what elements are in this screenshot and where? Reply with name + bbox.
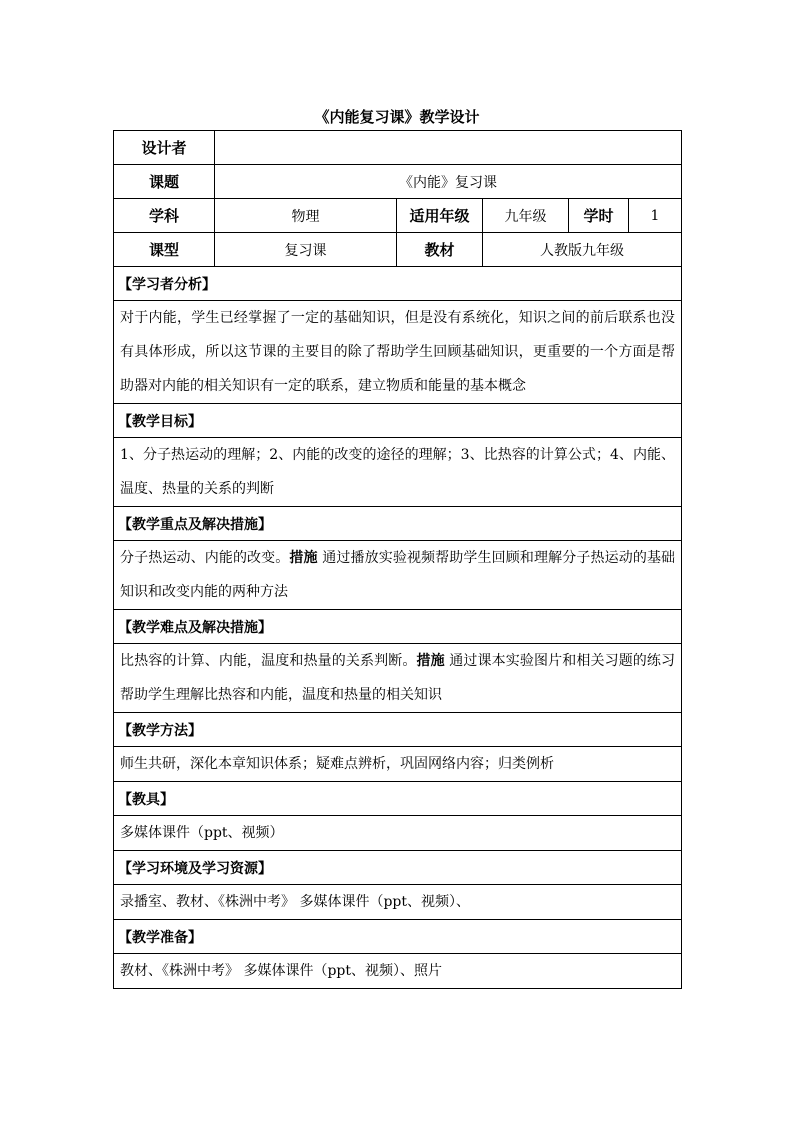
subject-row: [114, 199, 682, 233]
difficult-body-row: [114, 644, 682, 713]
type-value: 复习课: [215, 233, 397, 267]
subject-label: 学科: [114, 199, 215, 233]
key-text-before: 分子热运动、内能的改变。: [120, 550, 290, 566]
environment-heading: 【学习环境及学习资源】: [114, 851, 682, 885]
topic-row: [114, 165, 682, 199]
subject-value: 物理: [215, 199, 397, 233]
grade-label: 适用年级: [397, 199, 483, 233]
key-body-row: [114, 541, 682, 610]
method-heading-row: [114, 713, 682, 747]
tools-text: 多媒体课件（ppt、视频）: [114, 816, 682, 851]
difficult-text: [114, 644, 682, 713]
designer-row: [114, 131, 682, 165]
prep-text: 教材、《株洲中考》 多媒体课件（ppt、视频）、照片: [114, 954, 682, 989]
goals-text: 1、分子热运动的理解；2、内能的改变的途径的理解；3、比热容的计算公式；4、内能、温度、热量的关系的判断: [114, 438, 682, 507]
prep-heading-row: [114, 920, 682, 954]
prep-body-row: [114, 954, 682, 989]
learner-heading-row: [114, 267, 682, 301]
method-heading: 【教学方法】: [114, 713, 682, 747]
key-text: [114, 541, 682, 610]
hours-label: 学时: [569, 199, 629, 233]
lesson-design-table: [113, 130, 682, 989]
method-body-row: [114, 747, 682, 782]
designer-label: 设计者: [114, 131, 215, 165]
key-heading: 【教学重点及解决措施】: [114, 507, 682, 541]
prep-heading: 【教学准备】: [114, 920, 682, 954]
document-title: 《内能复习课》教学设计: [314, 108, 480, 126]
key-heading-row: [114, 507, 682, 541]
key-measure-label: 措施: [289, 550, 318, 566]
environment-text: 录播室、教材、《株洲中考》 多媒体课件（ppt、视频）、: [114, 885, 682, 920]
hours-value: 1: [629, 199, 682, 233]
difficult-text-after: 通过课本实验图片和相关习题的练习帮助学生理解比热容和内能，温度和热量的相关知识: [120, 653, 676, 703]
material-label: 教材: [397, 233, 483, 267]
learner-heading: 【学习者分析】: [114, 267, 682, 301]
key-text-after: 通过播放实验视频帮助学生回顾和理解分子热运动的基础知识和改变内能的两种方法: [120, 550, 676, 600]
difficult-heading: 【教学难点及解决措施】: [114, 610, 682, 644]
designer-value: [215, 131, 682, 165]
type-row: [114, 233, 682, 267]
grade-value: 九年级: [483, 199, 569, 233]
goals-heading: 【教学目标】: [114, 404, 682, 438]
environment-body-row: [114, 885, 682, 920]
tools-body-row: [114, 816, 682, 851]
material-value: 人教版九年级: [483, 233, 682, 267]
topic-label: 课题: [114, 165, 215, 199]
goals-heading-row: [114, 404, 682, 438]
topic-value: 《内能》复习课: [215, 165, 682, 199]
goals-body-row: [114, 438, 682, 507]
tools-heading: 【教具】: [114, 782, 682, 816]
type-label: 课型: [114, 233, 215, 267]
environment-heading-row: [114, 851, 682, 885]
tools-heading-row: [114, 782, 682, 816]
method-text: 师生共研，深化本章知识体系；疑难点辨析，巩固网络内容；归类例析: [114, 747, 682, 782]
learner-body-row: [114, 301, 682, 404]
difficult-heading-row: [114, 610, 682, 644]
difficult-text-before: 比热容的计算、内能，温度和热量的关系判断。: [120, 653, 417, 669]
difficult-measure-label: 措施: [416, 653, 445, 669]
learner-text: 对于内能，学生已经掌握了一定的基础知识，但是没有系统化，知识之间的前后联系也没有具体形成，所以这节课的主要目的除了帮助学生回顾基础知识，更重要的一个方面是帮助器对内能的相关知识有一定的联系，建立物质和能量的基本概念: [114, 301, 682, 404]
